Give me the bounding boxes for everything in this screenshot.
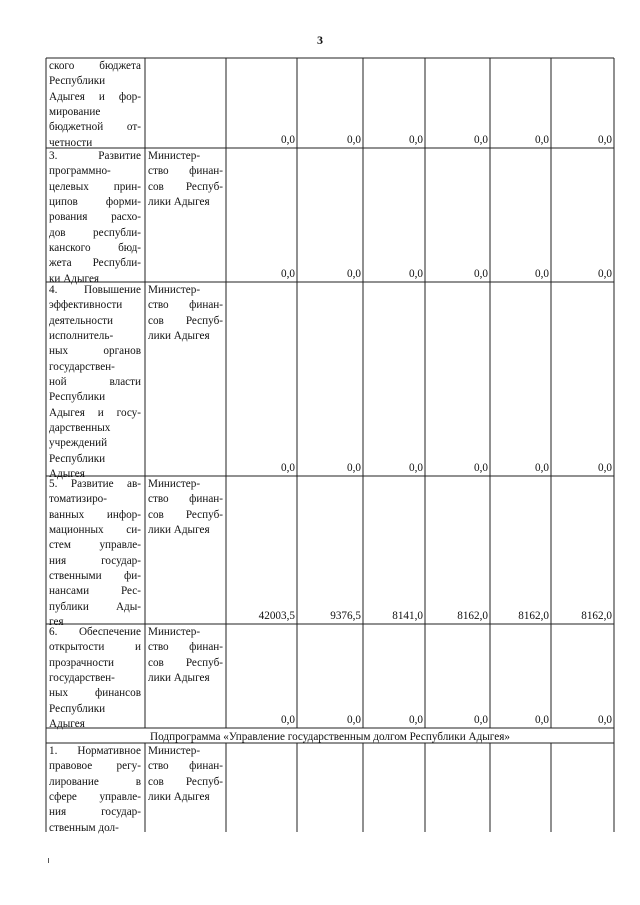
row-name-line: деятельности — [49, 314, 114, 327]
row-name-line: ной власти — [49, 376, 141, 389]
row-name-line: ципов форми- — [49, 196, 141, 209]
row-executor — [148, 625, 223, 686]
value-cell: 0,0 — [535, 268, 549, 280]
row-name-line: дов республи- — [49, 226, 141, 239]
value-cell: 0,0 — [281, 134, 295, 146]
value-cell: 0,0 — [598, 714, 612, 726]
value-cell: 8141,0 — [392, 610, 423, 622]
row-name-line: стем управле- — [49, 539, 141, 552]
row-name-line: ных органов — [49, 345, 141, 358]
row-name-line: мирование — [49, 106, 101, 119]
row-name-line: сфере управле- — [49, 791, 141, 804]
row-name-line: публики Ады- — [49, 600, 141, 613]
value-cell: 0,0 — [409, 714, 423, 726]
subprogram-header: Подпрограмма «Управление государственным долгом Республики Адыгея» — [150, 731, 510, 743]
row-executor-line: сов Респуб- — [148, 656, 223, 669]
value-cell: 42003,5 — [258, 610, 295, 622]
row-name-line: бюджетной от- — [49, 121, 141, 134]
row-executor-line: лики Адыгея — [148, 196, 210, 209]
row-name-line: государствен- — [49, 360, 115, 373]
row-name-line: ванных инфор- — [49, 508, 141, 521]
row-executor-line: ство финан- — [148, 165, 223, 178]
row-name-line: 3. Развитие — [49, 150, 141, 162]
row-executor-line: ство финан- — [148, 493, 223, 506]
row-executor — [148, 744, 223, 805]
row-name-line: ния государ- — [49, 554, 141, 567]
row-executor-line: лики Адыгея — [148, 330, 210, 343]
value-cell: 0,0 — [474, 268, 488, 280]
value-cell: 0,0 — [281, 714, 295, 726]
row-name — [49, 59, 141, 151]
value-cell: 8162,0 — [581, 610, 612, 622]
value-cell: 0,0 — [535, 714, 549, 726]
row-executor-line: Министер- — [148, 150, 201, 162]
row-executor-line: сов Респуб- — [148, 508, 223, 521]
row-name-line: ственным дол- — [49, 821, 119, 834]
value-cell: 0,0 — [409, 268, 423, 280]
row-name-line: 6. Обеспечение — [49, 626, 141, 638]
row-name-line: правовое регу- — [49, 760, 141, 773]
row-name-line: Республики — [49, 391, 106, 404]
row-name-line: учреждений — [49, 437, 108, 450]
row-executor-line: ство финан- — [148, 641, 223, 654]
row-executor — [148, 477, 223, 538]
row-name-line: целевых прин- — [49, 180, 141, 193]
value-cell: 9376,5 — [330, 610, 361, 622]
row-name-line: Адыгея — [49, 468, 85, 481]
row-executor-line: Министер- — [148, 626, 201, 638]
row-name-line: ных финансов — [49, 687, 141, 700]
row-name-line: томатизиро- — [49, 493, 107, 506]
row-name-line: Адыгея — [49, 718, 85, 731]
row-name-line: мационных си- — [49, 524, 141, 537]
row-name-line: Республики — [49, 702, 106, 715]
value-cell: 0,0 — [347, 268, 361, 280]
value-cell: 0,0 — [598, 462, 612, 474]
row-name-line: ки Адыгея — [49, 272, 100, 285]
row-executor — [148, 283, 223, 344]
row-name — [49, 744, 141, 836]
row-executor-line: сов Респуб- — [148, 314, 223, 327]
value-cell: 0,0 — [474, 714, 488, 726]
value-cell: 0,0 — [409, 134, 423, 146]
row-executor-line: лики Адыгея — [148, 672, 210, 685]
row-name — [49, 149, 141, 287]
row-executor-line: Министер- — [148, 478, 201, 490]
row-name-line: 4. Повышение — [49, 284, 141, 296]
row-name — [49, 625, 141, 732]
row-name-line: Адыгея и госу- — [49, 406, 141, 419]
row-executor-line: ство финан- — [148, 760, 223, 773]
row-name-line: государствен- — [49, 672, 115, 685]
row-executor-line: Министер- — [148, 284, 201, 296]
row-name-line: лирование в — [49, 775, 141, 788]
row-executor — [148, 149, 223, 210]
row-name-line: ния государ- — [49, 806, 141, 819]
value-cell: 0,0 — [535, 134, 549, 146]
row-name-line: рования расхо- — [49, 211, 141, 224]
value-cell: 0,0 — [347, 462, 361, 474]
value-cell: 0,0 — [535, 462, 549, 474]
row-executor-line: сов Респуб- — [148, 775, 223, 788]
row-name-line: гея — [49, 616, 64, 629]
value-cell: 0,0 — [281, 268, 295, 280]
row-name-line: прозрачности — [49, 656, 115, 669]
row-name-line: ственными фи- — [49, 570, 141, 583]
row-name-line: Адыгея и фор- — [49, 90, 141, 103]
value-cell: 0,0 — [409, 462, 423, 474]
value-cell: 8162,0 — [457, 610, 488, 622]
value-cell: 8162,0 — [518, 610, 549, 622]
row-name-line: канского бюд- — [49, 242, 141, 255]
row-executor-line: лики Адыгея — [148, 524, 210, 537]
value-cell: 0,0 — [474, 462, 488, 474]
row-name-line: эффективности — [49, 299, 123, 312]
row-name-line: 5. Развитие ав- — [49, 478, 141, 490]
row-name-line: открытости и — [49, 641, 141, 654]
value-cell: 0,0 — [598, 268, 612, 280]
row-name-line: жета Республи- — [49, 257, 141, 270]
row-executor-line: Министер- — [148, 745, 201, 757]
row-name — [49, 477, 141, 630]
value-cell: 0,0 — [347, 714, 361, 726]
row-name-line: ского бюджета — [49, 60, 141, 72]
row-name-line: 1. Нормативное — [49, 745, 141, 757]
value-cell: 0,0 — [281, 462, 295, 474]
value-cell: 0,0 — [347, 134, 361, 146]
page-number: 3 — [317, 33, 323, 47]
row-executor-line: сов Респуб- — [148, 180, 223, 193]
row-name-line: исполнитель- — [49, 330, 114, 343]
row-name — [49, 283, 141, 482]
row-executor-line: ство финан- — [148, 299, 223, 312]
row-name-line: Республики — [49, 75, 106, 88]
value-cell: 0,0 — [598, 134, 612, 146]
row-name-line: программно- — [49, 165, 111, 178]
row-name-line: четности — [49, 136, 93, 149]
row-executor-line: лики Адыгея — [148, 791, 210, 804]
row-name-line: дарственных — [49, 422, 111, 435]
row-name-line: нансами Рес- — [49, 585, 141, 598]
row-name-line: Республики — [49, 452, 106, 465]
scan-speck — [48, 858, 49, 863]
value-cell: 0,0 — [474, 134, 488, 146]
